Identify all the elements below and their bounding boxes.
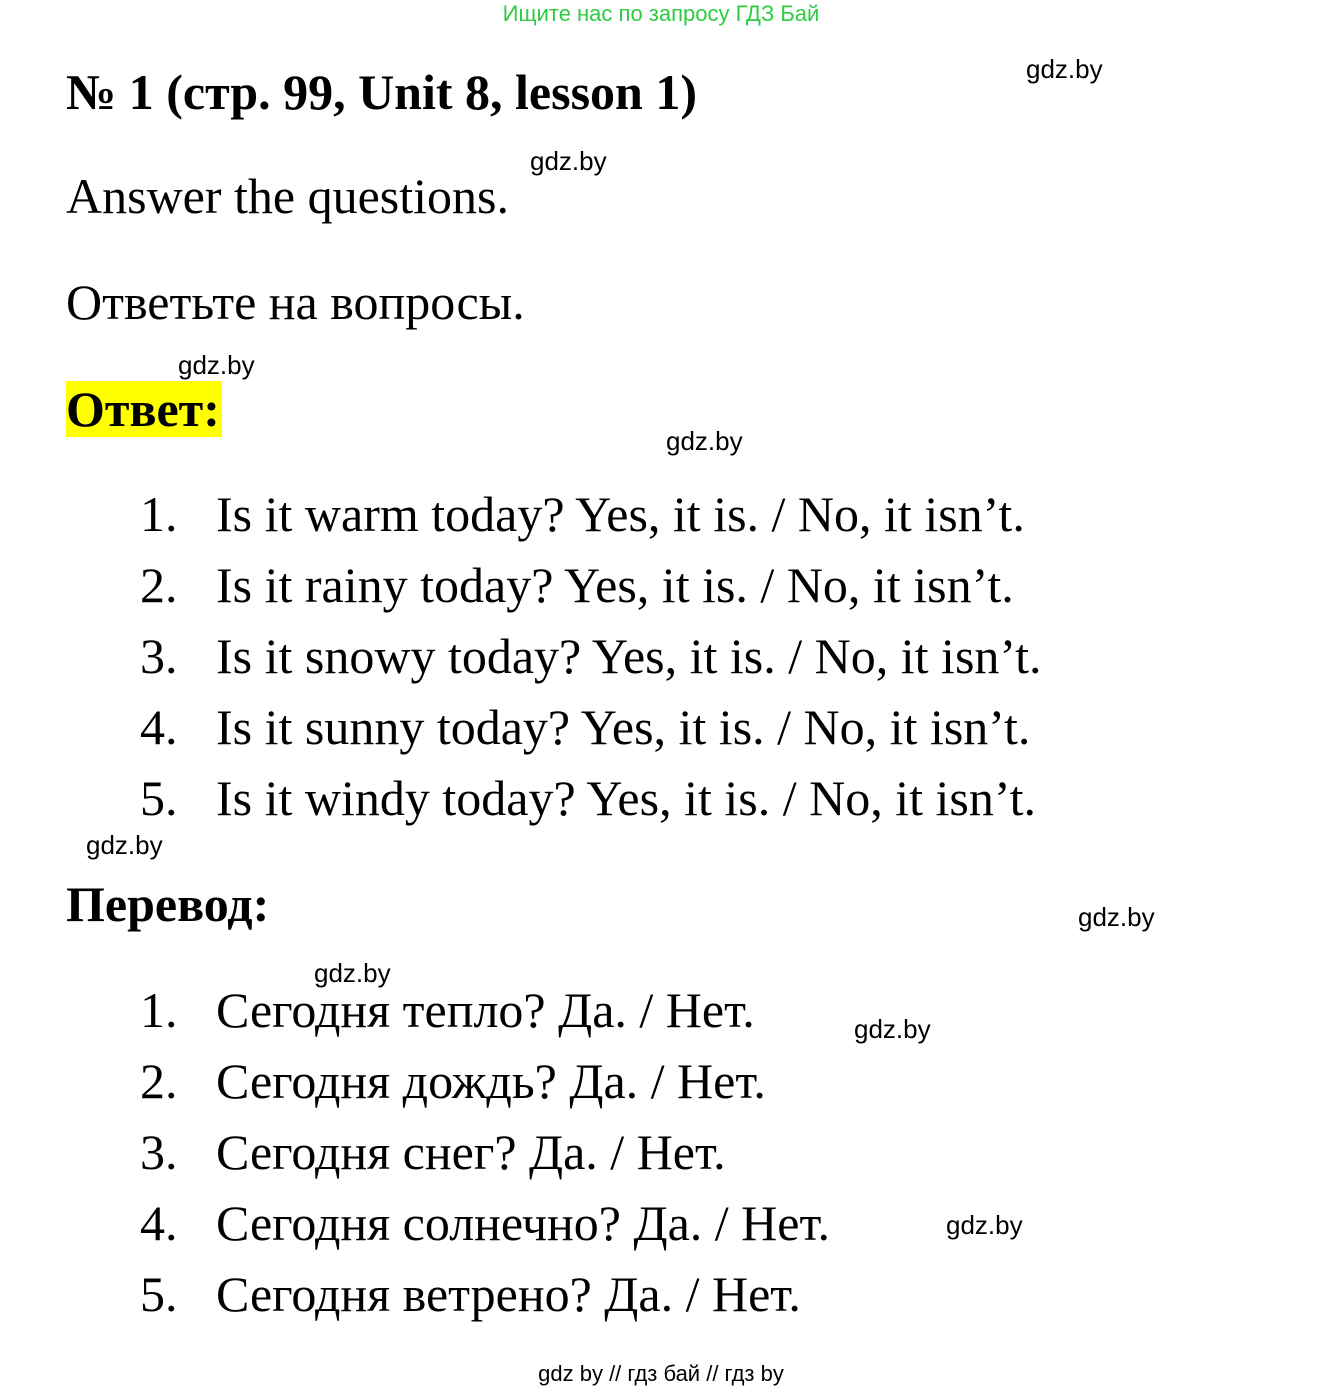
translation-text: Сегодня ветрено? Да. / Нет. [216, 1266, 801, 1322]
watermark: gdz.by [86, 830, 163, 860]
translation-item [140, 1122, 726, 1182]
watermark: gdz.by [530, 146, 607, 176]
translation-number: 2. [140, 1053, 178, 1109]
answer-item [140, 626, 1042, 686]
watermark: gdz.by [314, 958, 391, 988]
answer-number: 5. [140, 770, 178, 826]
answer-text: Is it snowy today? Yes, it is. / No, it isn’t. [216, 628, 1042, 684]
watermark: gdz.by [178, 350, 255, 380]
watermark: gdz.by [946, 1210, 1023, 1240]
answer-number: 2. [140, 557, 178, 613]
answer-item [140, 697, 1030, 757]
translation-item [140, 1264, 801, 1324]
translation-number: 1. [140, 982, 178, 1038]
task-english: Answer the questions. [66, 168, 509, 224]
watermark: gdz.by [666, 426, 743, 456]
answer-heading: Ответ: [66, 381, 220, 437]
task-russian: Ответьте на вопросы. [66, 274, 525, 330]
answer-number: 1. [140, 486, 178, 542]
translation-text: Сегодня солнечно? Да. / Нет. [216, 1195, 831, 1251]
watermark: gdz.by [1078, 902, 1155, 932]
translation-number: 5. [140, 1266, 178, 1322]
footer-watermark: gdz by // гдз бай // гдз by [538, 1361, 784, 1386]
translation-text: Сегодня дождь? Да. / Нет. [216, 1053, 766, 1109]
watermark: gdz.by [854, 1014, 931, 1044]
answer-item [140, 768, 1036, 828]
answer-item [140, 484, 1025, 544]
answer-item [140, 555, 1014, 615]
translation-number: 3. [140, 1124, 178, 1180]
answer-text: Is it rainy today? Yes, it is. / No, it isn’t. [216, 557, 1014, 613]
answer-text: Is it windy today? Yes, it is. / No, it isn’t. [216, 770, 1036, 826]
translation-text: Сегодня снег? Да. / Нет. [216, 1124, 726, 1180]
answer-number: 4. [140, 699, 178, 755]
translation-item [140, 1193, 830, 1253]
search-banner: Ищите нас по запросу ГДЗ Бай [502, 1, 820, 26]
answer-number: 3. [140, 628, 178, 684]
translation-heading: Перевод: [66, 876, 270, 932]
exercise-title: № 1 (стр. 99, Unit 8, lesson 1) [66, 64, 697, 120]
watermark: gdz.by [1026, 54, 1103, 84]
translation-item [140, 1051, 766, 1111]
translation-item [140, 980, 755, 1040]
translation-text: Сегодня тепло? Да. / Нет. [216, 982, 755, 1038]
answer-text: Is it sunny today? Yes, it is. / No, it isn’t. [216, 699, 1031, 755]
answer-text: Is it warm today? Yes, it is. / No, it isn’t. [216, 486, 1025, 542]
translation-number: 4. [140, 1195, 178, 1251]
